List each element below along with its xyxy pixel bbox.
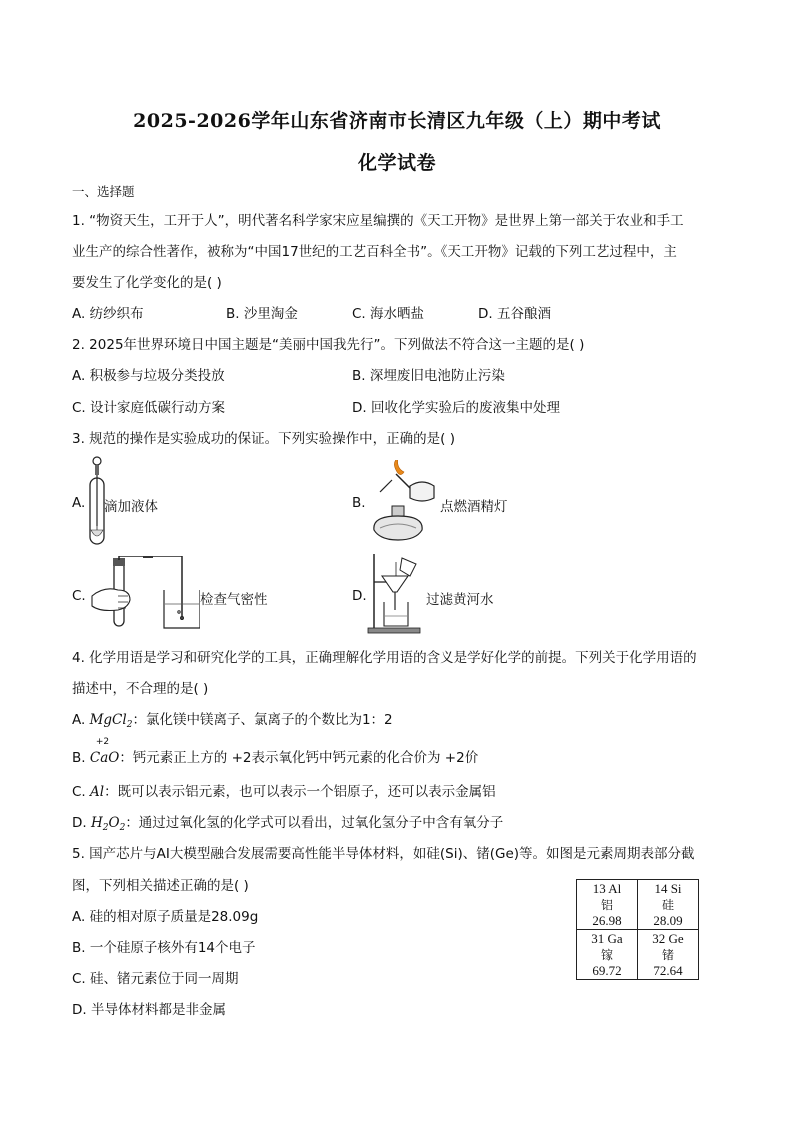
valence-mark: +2: [95, 737, 110, 747]
q1-option-d[interactable]: D. 五谷酿酒: [478, 306, 551, 322]
q2-option-b[interactable]: B. 深埋废旧电池防止污染: [352, 368, 505, 384]
airtightness-check-icon: [88, 556, 200, 632]
q2-stem: 2. 2025年世界环境日中国主题是“美丽中国我先行”。下列做法不符合这一主题的是( ): [72, 337, 585, 353]
q2-option-c[interactable]: C. 设计家庭低碳行动方案: [72, 400, 226, 416]
section-heading: 一、选择题: [72, 184, 135, 199]
exam-title: 2025-2026学年山东省济南市长清区九年级（上）期中考试: [133, 110, 661, 132]
formula-mgcl2: MgCl: [89, 712, 127, 728]
q3-option-a-label: 滴加液体: [104, 499, 158, 515]
element-cell-si: 14 Si 硅 28.09: [638, 880, 699, 930]
periodic-table-excerpt: [576, 879, 699, 980]
formula-h2o2: H: [90, 815, 103, 831]
q3-option-d-label: 过滤黄河水: [426, 592, 494, 608]
q4-stem-line1: 4. 化学用语是学习和研究化学的工具，正确理解化学用语的含义是学好化学的前提。下列关于化学用语的: [72, 650, 697, 666]
q3-option-b-label: 点燃酒精灯: [440, 499, 508, 515]
element-cell-al: 13 Al 铝 26.98: [577, 880, 638, 930]
q4-stem-line2: 描述中，不合理的是( ): [72, 681, 209, 697]
q4-option-b[interactable]: B. +2 CaO：钙元素正上方的 +2表示氧化钙中钙元素的化合价为 +2价: [72, 737, 479, 766]
q3-option-c-letter[interactable]: C.: [72, 588, 86, 604]
q4-option-d[interactable]: D. $H_2O_2$：通过过氧化氢的化学式可以看出，过氧化氢分子中含有氧分子: [72, 815, 504, 833]
q3-stem: 3. 规范的操作是实验成功的保证。下列实验操作中，正确的是( ): [72, 431, 455, 447]
q5-option-d[interactable]: D. 半导体材料都是非金属: [72, 1002, 226, 1018]
q5-stem-line1: 5. 国产芯片与AI大模型融合发展需要高性能半导体材料，如硅(Si)、锗(Ge)等。如图是元素周期表部分截: [72, 846, 695, 862]
q1-option-c[interactable]: C. 海水晒盐: [352, 306, 425, 322]
q2-option-a[interactable]: A. 积极参与垃圾分类投放: [72, 368, 225, 384]
q5-option-b[interactable]: B. 一个硅原子核外有14个电子: [72, 940, 256, 956]
q5-stem-line2: 图，下列相关描述正确的是( ): [72, 878, 249, 894]
q3-option-b-letter[interactable]: B.: [352, 495, 366, 511]
exam-subtitle: 化学试卷: [357, 152, 436, 174]
q3-option-c-label: 检查气密性: [200, 592, 268, 608]
q1-option-b[interactable]: B. 沙里淘金: [226, 306, 298, 322]
q1-stem-line2: 业生产的综合性著作，被称为“中国17世纪的工艺百科全书”。《天工开物》记载的下列工艺过程中，主: [72, 244, 677, 260]
filtration-icon: [366, 554, 422, 634]
formula-al: Al: [90, 784, 105, 800]
element-cell-ga: 31 Ga 镓 69.72: [577, 930, 638, 980]
q2-option-d[interactable]: D. 回收化学实验后的废液集中处理: [352, 400, 560, 416]
q1-option-a[interactable]: A. 纺纱织布: [72, 306, 144, 322]
element-cell-ge: 32 Ge 锗 72.64: [638, 930, 699, 980]
formula-cao: CaO: [89, 750, 120, 766]
alcohol-lamp-icon: [366, 460, 440, 544]
q5-option-a[interactable]: A. 硅的相对原子质量是28.09g: [72, 909, 259, 925]
q5-option-c[interactable]: C. 硅、锗元素位于同一周期: [72, 971, 239, 987]
q3-option-d-letter[interactable]: D.: [352, 588, 367, 604]
q1-stem-line1: 1. “物资天生，工开于人”，明代著名科学家宋应星编撰的《天工开物》是世界上第一部关于农业和手工: [72, 213, 684, 229]
q3-option-a-letter[interactable]: A.: [72, 495, 86, 511]
q1-stem-line3: 要发生了化学变化的是( ): [72, 275, 222, 291]
q4-option-c[interactable]: C. Al：既可以表示铝元素，也可以表示一个铝原子，还可以表示金属铝: [72, 784, 496, 800]
q4-option-a[interactable]: A. MgCl$_2$：氯化镁中镁离子、氯离子的个数比为1：2: [72, 712, 393, 730]
